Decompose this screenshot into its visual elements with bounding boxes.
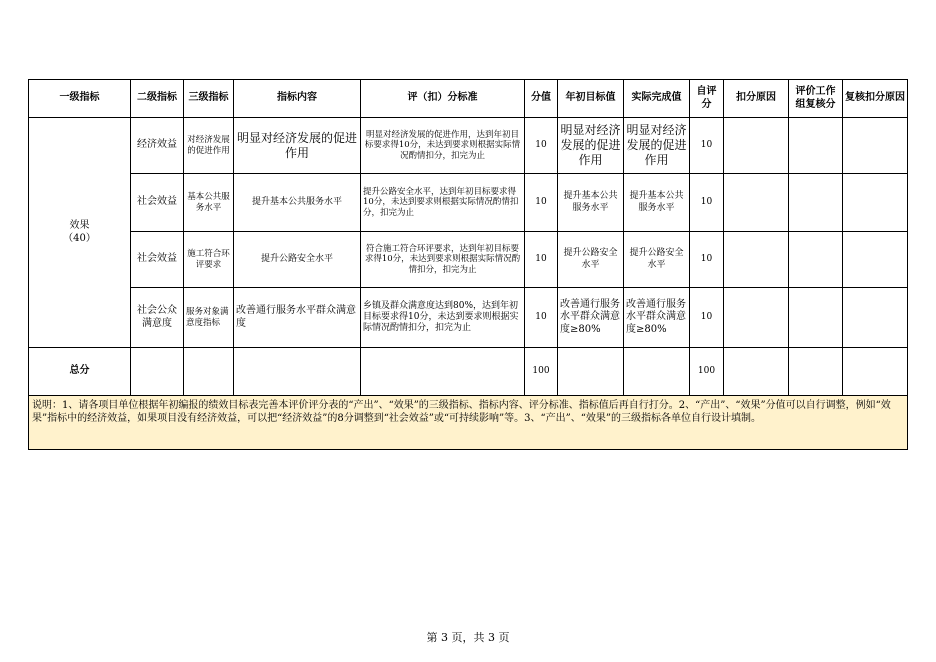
review-reason-cell xyxy=(843,288,908,348)
header-actual: 实际完成值 xyxy=(624,80,690,118)
target-cell: 改善通行服务水平群众满意度≥80% xyxy=(558,288,624,348)
deduct-reason-cell xyxy=(724,174,789,232)
empty-cell xyxy=(131,348,184,396)
target-cell: 提升公路安全水平 xyxy=(558,232,624,288)
points-cell: 10 xyxy=(525,288,558,348)
header-level1: 一级指标 xyxy=(29,80,131,118)
standard-cell: 乡镇及群众满意度达到80%，达到年初目标要求得10分，未达到要求则根据实际情况酌情扣分，扣完为止 xyxy=(361,288,525,348)
content-cell: 提升基本公共服务水平 xyxy=(234,174,361,232)
total-self-score: 100 xyxy=(690,348,724,396)
table-row xyxy=(29,288,908,348)
empty-cell xyxy=(558,348,624,396)
level3-cell: 对经济发展的促进作用 xyxy=(184,118,234,174)
actual-cell: 改善通行服务水平群众满意度≥80% xyxy=(624,288,690,348)
target-cell: 明显对经济发展的促进作用 xyxy=(558,118,624,174)
header-deduct-reason: 扣分原因 xyxy=(724,80,789,118)
review-score-cell xyxy=(789,118,843,174)
header-standard: 评（扣）分标准 xyxy=(361,80,525,118)
content-cell: 明显对经济发展的促进作用 xyxy=(234,118,361,174)
header-level3: 三级指标 xyxy=(184,80,234,118)
header-self-score: 自评分 xyxy=(690,80,724,118)
review-score-cell xyxy=(789,174,843,232)
empty-cell xyxy=(724,348,789,396)
level1-score: （40） xyxy=(63,232,96,244)
deduct-reason-cell xyxy=(724,232,789,288)
level3-cell: 基本公共服务水平 xyxy=(184,174,234,232)
header-review-reason: 复核扣分原因 xyxy=(843,80,908,118)
level3-cell: 服务对象满意度指标 xyxy=(184,288,234,348)
content-cell: 改善通行服务水平群众满意度 xyxy=(234,288,361,348)
empty-cell xyxy=(843,348,908,396)
level1-cell xyxy=(29,118,131,348)
level2-cell: 社会效益 xyxy=(131,174,184,232)
content-cell: 提升公路安全水平 xyxy=(234,232,361,288)
standard-cell: 明显对经济发展的促进作用，达到年初目标要求得10分，未达到要求则根据实际情况酌情扣分，扣完为止 xyxy=(361,118,525,174)
table-row xyxy=(29,174,908,232)
note-row xyxy=(29,396,908,450)
deduct-reason-cell xyxy=(724,288,789,348)
empty-cell xyxy=(789,348,843,396)
note-text: 说明：1、请各项目单位根据年初编报的绩效目标表完善本评价评分表的“产出”、“效果”的三级指标、指标内容、评分标准、指标值后再自行打分。2、“产出”、“效果”分值可以自行调整，例如“效果”指标中的经济效益，如果项目没有经济效益，可以把“经济效益”的8分调整到“社会效益”或“可持续影响”等。3、“产出”、“效果”的三级指标各单位自行设计填制。 xyxy=(29,396,908,450)
review-score-cell xyxy=(789,232,843,288)
header-content: 指标内容 xyxy=(234,80,361,118)
empty-cell xyxy=(361,348,525,396)
review-reason-cell xyxy=(843,232,908,288)
total-label: 总分 xyxy=(29,348,131,396)
points-cell: 10 xyxy=(525,118,558,174)
table-row xyxy=(29,118,908,174)
actual-cell: 提升基本公共服务水平 xyxy=(624,174,690,232)
self-score-cell: 10 xyxy=(690,174,724,232)
self-score-cell: 10 xyxy=(690,288,724,348)
total-points: 100 xyxy=(525,348,558,396)
review-score-cell xyxy=(789,288,843,348)
header-points: 分值 xyxy=(525,80,558,118)
self-score-cell: 10 xyxy=(690,118,724,174)
review-reason-cell xyxy=(843,174,908,232)
level2-cell: 社会公众满意度 xyxy=(131,288,184,348)
actual-cell: 提升公路安全水平 xyxy=(624,232,690,288)
standard-cell: 提升公路安全水平，达到年初目标要求得10分，未达到要求则根据实际情况酌情扣分，扣完为止 xyxy=(361,174,525,232)
empty-cell xyxy=(624,348,690,396)
header-level2: 二级指标 xyxy=(131,80,184,118)
review-reason-cell xyxy=(843,118,908,174)
header-row xyxy=(29,80,908,118)
header-review-score: 评价工作组复核分 xyxy=(789,80,843,118)
evaluation-table xyxy=(28,79,908,450)
page-footer: 第 3 页，共 3 页 xyxy=(426,631,510,644)
level2-cell: 社会效益 xyxy=(131,232,184,288)
table-row xyxy=(29,232,908,288)
total-row xyxy=(29,348,908,396)
level3-cell: 施工符合环评要求 xyxy=(184,232,234,288)
level2-cell: 经济效益 xyxy=(131,118,184,174)
empty-cell xyxy=(184,348,234,396)
points-cell: 10 xyxy=(525,174,558,232)
deduct-reason-cell xyxy=(724,118,789,174)
level1-label: 效果 xyxy=(69,220,90,231)
header-target: 年初目标值 xyxy=(558,80,624,118)
points-cell: 10 xyxy=(525,232,558,288)
target-cell: 提升基本公共服务水平 xyxy=(558,174,624,232)
self-score-cell: 10 xyxy=(690,232,724,288)
actual-cell: 明显对经济发展的促进作用 xyxy=(624,118,690,174)
empty-cell xyxy=(234,348,361,396)
standard-cell: 符合施工符合环评要求，达到年初目标要求得10分，未达到要求则根据实际情况酌情扣分，扣完为止 xyxy=(361,232,525,288)
